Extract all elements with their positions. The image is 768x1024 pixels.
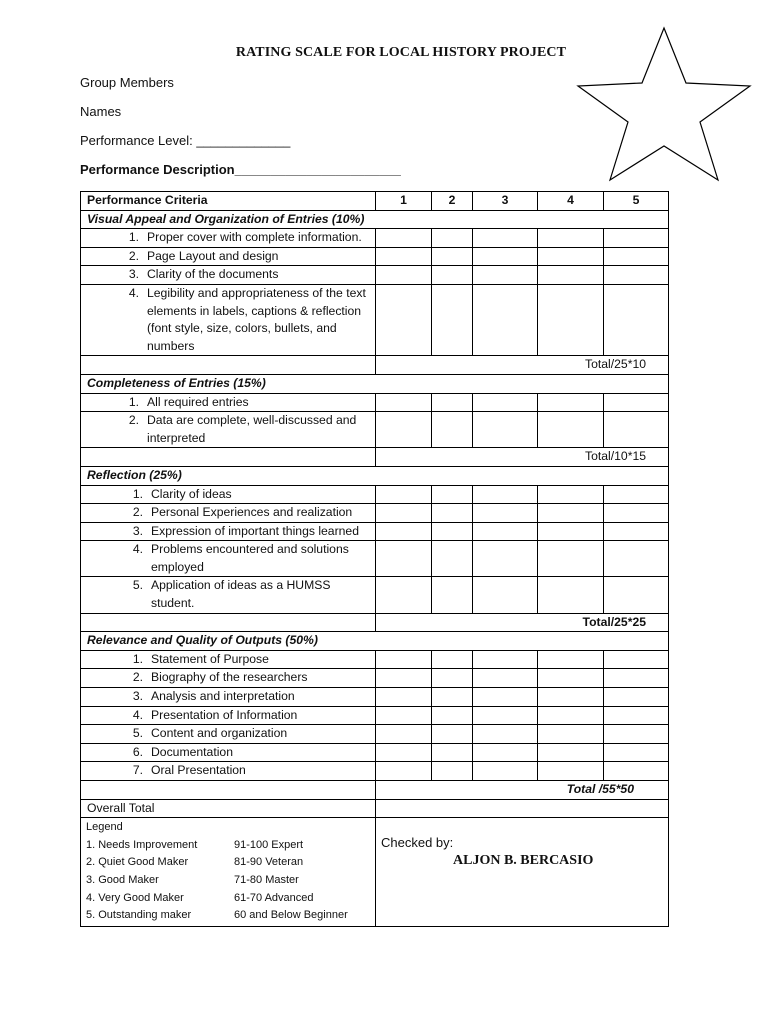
criteria-cell — [81, 762, 376, 781]
item-text — [151, 651, 369, 669]
section-row — [81, 210, 669, 229]
criteria-row — [81, 725, 669, 744]
rating-cell[interactable] — [432, 393, 473, 412]
total-spacer — [81, 356, 376, 375]
item-number: 1. — [128, 230, 139, 245]
rating-cell[interactable] — [376, 229, 432, 248]
item-text — [147, 394, 369, 412]
criteria-row — [81, 522, 669, 541]
item-text — [151, 669, 369, 687]
section-total: Total/25*10 — [376, 356, 669, 375]
section-row — [81, 374, 669, 393]
rating-cell[interactable] — [538, 522, 604, 541]
rating-cell[interactable] — [473, 266, 538, 285]
rating-cell[interactable] — [604, 541, 669, 577]
total-spacer — [81, 613, 376, 632]
item-number: 4. — [132, 542, 143, 557]
rating-cell[interactable] — [376, 247, 432, 266]
item-number: 2. — [128, 248, 139, 263]
item-number: 3. — [128, 267, 139, 282]
criteria-row — [81, 762, 669, 781]
item-line: employed — [151, 559, 204, 574]
performance-description-field: Performance Description_______________________ — [80, 162, 401, 177]
rating-cell[interactable] — [376, 504, 432, 523]
item-text — [151, 523, 369, 541]
item-number: 4. — [132, 707, 143, 722]
legend-range: 91-100 Expert — [234, 838, 304, 851]
rating-cell[interactable] — [538, 412, 604, 448]
criteria-cell — [81, 393, 376, 412]
rating-cell[interactable] — [432, 577, 473, 613]
rating-cell[interactable] — [432, 762, 473, 781]
scale-header: 2 — [432, 192, 473, 211]
legend-item — [86, 854, 370, 872]
rating-cell[interactable] — [376, 762, 432, 781]
rating-table — [80, 191, 669, 927]
legend-range: 81-90 Veteran — [234, 856, 304, 869]
item-line: Documentation — [151, 744, 233, 759]
rating-cell[interactable] — [432, 743, 473, 762]
rating-cell[interactable] — [604, 522, 669, 541]
criteria-cell — [81, 743, 376, 762]
rating-cell[interactable] — [604, 412, 669, 448]
legend-level: 4. Very Good Maker — [86, 891, 184, 904]
rating-cell[interactable] — [376, 266, 432, 285]
rating-cell[interactable] — [432, 650, 473, 669]
rating-cell[interactable] — [376, 688, 432, 707]
item-line: Clarity of the documents — [147, 267, 279, 282]
rating-cell[interactable] — [376, 669, 432, 688]
item-text — [151, 744, 369, 762]
item-line: Legibility and appropriateness of the text — [147, 285, 366, 300]
rating-cell[interactable] — [604, 762, 669, 781]
item-line: Page Layout and design — [147, 248, 279, 263]
criteria-cell — [81, 725, 376, 744]
legend — [81, 818, 376, 927]
item-line: Oral Presentation — [151, 763, 246, 778]
criteria-row — [81, 669, 669, 688]
criteria-row — [81, 541, 669, 577]
rating-cell[interactable] — [473, 762, 538, 781]
checked-by-label: Checked by: — [381, 835, 454, 851]
rating-cell[interactable] — [604, 743, 669, 762]
item-text — [151, 541, 369, 576]
item-text — [151, 486, 369, 504]
rating-cell[interactable] — [538, 762, 604, 781]
item-line: Content and organization — [151, 726, 288, 741]
rating-cell[interactable] — [473, 284, 538, 355]
rating-cell[interactable] — [432, 522, 473, 541]
criteria-cell — [81, 504, 376, 523]
checked-by-cell — [376, 818, 669, 927]
criteria-row — [81, 412, 669, 448]
rating-cell[interactable] — [432, 725, 473, 744]
rating-cell[interactable] — [376, 284, 432, 355]
rating-cell[interactable] — [538, 743, 604, 762]
item-line: Problems encountered and solutions — [151, 542, 349, 557]
performance-level-field: Performance Level: _____________ — [80, 133, 291, 148]
rating-cell[interactable] — [604, 229, 669, 248]
item-line: numbers — [147, 338, 195, 353]
rating-cell[interactable] — [604, 485, 669, 504]
item-text — [147, 248, 369, 266]
legend-range: 71-80 Master — [234, 873, 299, 886]
section-total: Total /55*50 — [376, 781, 669, 800]
criteria-cell — [81, 284, 376, 355]
criteria-row — [81, 247, 669, 266]
rating-cell[interactable] — [473, 725, 538, 744]
criteria-cell — [81, 541, 376, 577]
scale-header: 5 — [604, 192, 669, 211]
total-spacer — [81, 781, 376, 800]
item-text — [151, 725, 369, 743]
legend-range: 61-70 Advanced — [234, 891, 314, 904]
criteria-row — [81, 229, 669, 248]
rating-cell[interactable] — [376, 743, 432, 762]
group-members-label: Group Members — [80, 75, 174, 90]
rating-cell[interactable] — [376, 577, 432, 613]
section-row — [81, 466, 669, 485]
criteria-cell — [81, 247, 376, 266]
item-line: Biography of the researchers — [151, 670, 308, 685]
item-text — [151, 762, 369, 780]
rating-cell[interactable] — [432, 229, 473, 248]
item-line: Presentation of Information — [151, 707, 298, 722]
item-text — [151, 688, 369, 706]
item-text — [147, 412, 369, 447]
item-text — [147, 285, 369, 355]
overall-total-row — [81, 799, 669, 818]
rating-cell[interactable] — [376, 541, 432, 577]
section-title: Visual Appeal and Organization of Entries (10%) — [81, 210, 669, 229]
section-title: Reflection (25%) — [81, 466, 669, 485]
rating-cell[interactable] — [538, 650, 604, 669]
criteria-row — [81, 743, 669, 762]
item-number: 3. — [132, 523, 143, 538]
rating-cell[interactable] — [432, 412, 473, 448]
rating-cell[interactable] — [473, 706, 538, 725]
rating-cell[interactable] — [473, 688, 538, 707]
item-line: elements in labels, captions & reflection — [147, 303, 362, 318]
legend-level: 1. Needs Improvement — [86, 838, 198, 851]
total-row — [81, 356, 669, 375]
names-label: Names — [80, 104, 122, 119]
item-number: 1. — [128, 394, 139, 409]
rating-cell[interactable] — [538, 541, 604, 577]
rating-cell[interactable] — [432, 266, 473, 285]
item-line: Analysis and interpretation — [151, 689, 295, 704]
criteria-cell — [81, 266, 376, 285]
rating-cell[interactable] — [376, 412, 432, 448]
rating-cell[interactable] — [604, 725, 669, 744]
rating-cell[interactable] — [376, 650, 432, 669]
rating-cell[interactable] — [473, 393, 538, 412]
criteria-row — [81, 504, 669, 523]
rating-cell[interactable] — [538, 577, 604, 613]
criteria-row — [81, 266, 669, 285]
item-line: Expression of important things learned — [151, 523, 359, 538]
item-text — [151, 707, 369, 725]
rating-cell[interactable] — [604, 247, 669, 266]
item-number: 1. — [132, 651, 143, 666]
legend-row — [81, 818, 669, 927]
criteria-row — [81, 485, 669, 504]
rating-cell[interactable] — [432, 284, 473, 355]
criteria-cell — [81, 577, 376, 613]
criteria-row — [81, 577, 669, 613]
rating-cell[interactable] — [538, 504, 604, 523]
rating-cell[interactable] — [604, 669, 669, 688]
legend-item — [86, 907, 370, 925]
rating-cell[interactable] — [432, 688, 473, 707]
rating-cell[interactable] — [604, 393, 669, 412]
rating-cell[interactable] — [473, 669, 538, 688]
item-number: 6. — [132, 744, 143, 759]
scale-header: 3 — [473, 192, 538, 211]
item-number: 2. — [132, 505, 143, 520]
criteria-row — [81, 393, 669, 412]
item-number: 3. — [132, 689, 143, 704]
rating-cell[interactable] — [473, 577, 538, 613]
rating-cell[interactable] — [604, 504, 669, 523]
rating-cell[interactable] — [538, 393, 604, 412]
item-line: Clarity of ideas — [151, 486, 232, 501]
table-header-row — [81, 192, 669, 211]
item-number: 2. — [132, 670, 143, 685]
item-line: All required entries — [147, 394, 249, 409]
criteria-row — [81, 706, 669, 725]
item-number: 5. — [132, 578, 143, 593]
rating-cell[interactable] — [538, 725, 604, 744]
item-line: interpreted — [147, 430, 206, 445]
scale-header: 1 — [376, 192, 432, 211]
legend-level: 2. Quiet Good Maker — [86, 856, 189, 869]
rating-cell[interactable] — [604, 688, 669, 707]
criteria-cell — [81, 485, 376, 504]
rating-cell[interactable] — [432, 485, 473, 504]
rating-cell[interactable] — [538, 485, 604, 504]
rating-cell[interactable] — [432, 669, 473, 688]
legend-level: 3. Good Maker — [86, 873, 159, 886]
item-line: Proper cover with complete information. — [147, 230, 362, 245]
total-row — [81, 448, 669, 467]
criteria-cell — [81, 706, 376, 725]
criteria-header: Performance Criteria — [81, 192, 376, 211]
rating-cell[interactable] — [432, 541, 473, 577]
scale-header: 4 — [538, 192, 604, 211]
rating-cell[interactable] — [538, 688, 604, 707]
item-line: (font style, size, colors, bullets, and — [147, 321, 337, 336]
rating-cell[interactable] — [376, 522, 432, 541]
rating-cell[interactable] — [376, 393, 432, 412]
checker-name: ALJON B. BERCASIO — [453, 852, 594, 868]
rating-cell[interactable] — [604, 284, 669, 355]
item-line: Statement of Purpose — [151, 651, 269, 666]
rating-cell[interactable] — [538, 706, 604, 725]
overall-total-label: Overall Total — [81, 799, 376, 818]
rating-cell[interactable] — [538, 284, 604, 355]
rating-cell[interactable] — [473, 247, 538, 266]
total-row — [81, 613, 669, 632]
rating-cell[interactable] — [473, 541, 538, 577]
criteria-row — [81, 284, 669, 355]
rating-cell[interactable] — [473, 504, 538, 523]
section-row — [81, 632, 669, 651]
legend-item — [86, 890, 370, 908]
legend-item — [86, 837, 370, 855]
item-text — [147, 266, 369, 284]
item-number: 2. — [128, 413, 139, 428]
rating-cell[interactable] — [376, 725, 432, 744]
legend-item — [86, 872, 370, 890]
rating-cell[interactable] — [432, 504, 473, 523]
criteria-cell — [81, 229, 376, 248]
rating-cell[interactable] — [538, 669, 604, 688]
rating-cell[interactable] — [604, 577, 669, 613]
legend-range: 60 and Below Beginner — [234, 909, 348, 922]
item-number: 7. — [132, 763, 143, 778]
star-icon — [576, 26, 752, 182]
legend-title: Legend — [86, 821, 123, 834]
total-row — [81, 781, 669, 800]
rating-cell[interactable] — [538, 229, 604, 248]
item-number: 1. — [132, 486, 143, 501]
rating-cell[interactable] — [538, 247, 604, 266]
rating-cell[interactable] — [604, 706, 669, 725]
item-text — [147, 229, 369, 247]
page-title: RATING SCALE FOR LOCAL HISTORY PROJECT — [235, 45, 567, 60]
criteria-cell — [81, 669, 376, 688]
rating-cell[interactable] — [538, 266, 604, 285]
rating-cell[interactable] — [473, 485, 538, 504]
criteria-cell — [81, 412, 376, 448]
rating-cell[interactable] — [473, 743, 538, 762]
item-text — [151, 577, 369, 612]
item-number: 4. — [128, 285, 139, 300]
total-spacer — [81, 448, 376, 467]
rating-cell[interactable] — [473, 229, 538, 248]
rating-cell[interactable] — [432, 706, 473, 725]
rating-cell[interactable] — [432, 247, 473, 266]
item-line: Application of ideas as a HUMSS student. — [151, 578, 331, 611]
item-text — [151, 504, 369, 522]
overall-total-value[interactable] — [376, 799, 669, 818]
criteria-row — [81, 688, 669, 707]
criteria-cell — [81, 688, 376, 707]
rating-cell[interactable] — [376, 706, 432, 725]
legend-level: 5. Outstanding maker — [86, 909, 192, 922]
section-title: Relevance and Quality of Outputs (50%) — [81, 632, 669, 651]
rating-cell[interactable] — [473, 412, 538, 448]
item-line: Data are complete, well-discussed and — [147, 413, 357, 428]
rating-cell[interactable] — [604, 266, 669, 285]
criteria-row — [81, 650, 669, 669]
rating-cell[interactable] — [473, 650, 538, 669]
rating-cell[interactable] — [604, 650, 669, 669]
item-line: Personal Experiences and realization — [151, 505, 353, 520]
criteria-cell — [81, 650, 376, 669]
section-title: Completeness of Entries (15%) — [81, 374, 669, 393]
section-total: Total/25*25 — [376, 613, 669, 632]
item-number: 5. — [132, 726, 143, 741]
rating-cell[interactable] — [376, 485, 432, 504]
criteria-cell — [81, 522, 376, 541]
section-total: Total/10*15 — [376, 448, 669, 467]
rating-cell[interactable] — [473, 522, 538, 541]
